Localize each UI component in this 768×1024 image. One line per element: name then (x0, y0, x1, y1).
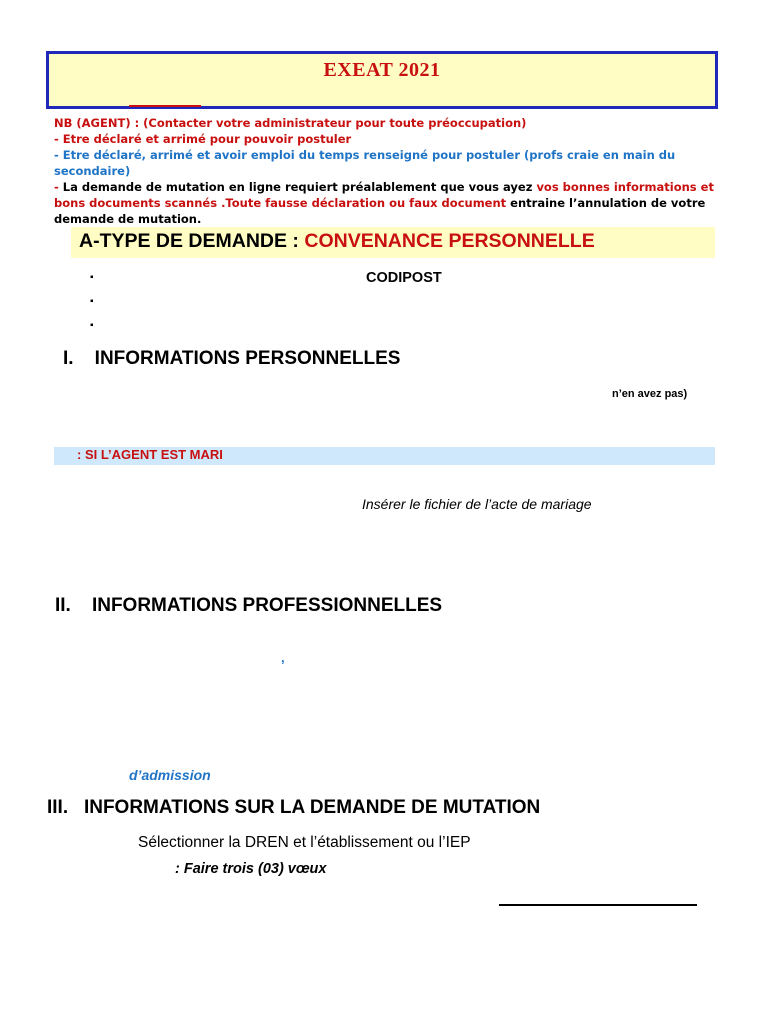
request-type-value: CONVENANCE PERSONNELLE (304, 230, 595, 252)
admission-label: d’admission (129, 767, 211, 783)
request-type-label: A-TYPE DE DEMANDE : (79, 230, 305, 252)
personal-note: n’en avez pas) (612, 388, 688, 400)
bullet-marker: ▪ (90, 320, 94, 331)
bullet-marker: ▪ (90, 296, 94, 307)
three-wishes-instruction: : Faire trois (03) vœux (175, 861, 327, 877)
notice-dash: - (54, 180, 63, 194)
request-type-heading (79, 230, 595, 253)
married-band-label: : SI L’AGENT EST MARI (77, 447, 223, 462)
notice-requirements-tail: entraine l’annulation de votre demande de mutation. (54, 196, 706, 226)
blue-comma: , (281, 650, 285, 665)
title-box (46, 51, 718, 109)
marriage-file-instruction: Insérer le fichier de l’acte de mariage (362, 496, 592, 512)
signature-line (499, 904, 697, 906)
notice-requirements-highlight: vos bonnes informations et bons documents scannés .Toute fausse déclaration ou faux document (54, 180, 714, 210)
bullet-marker: ▪ (90, 272, 94, 283)
request-type-band (71, 227, 715, 258)
codipost-label: CODIPOST (366, 270, 442, 286)
notice-line-schedule: - Etre déclaré, arrimé et avoir emploi du temps renseigné pour postuler (profs craie en main du secondaire) (54, 148, 676, 178)
page-title: EXEAT 2021 (323, 59, 441, 81)
select-dren-instruction: Sélectionner la DREN et l’établissement ou l’IEP (138, 834, 471, 851)
notice-line-requirements (54, 179, 714, 227)
notice-requirements-text: La demande de mutation en ligne requiert préalablement que vous ayez (62, 180, 537, 194)
notice-line-contact: NB (AGENT) : (Contacter votre administrateur pour toute préoccupation) (54, 116, 527, 130)
section-heading-mutation: III. INFORMATIONS SUR LA DEMANDE DE MUTATION (47, 797, 541, 818)
title-underline (129, 105, 201, 107)
section-heading-personal: I. INFORMATIONS PERSONNELLES (63, 348, 401, 369)
section-heading-professional: II. INFORMATIONS PROFESSIONNELLES (55, 595, 443, 616)
notice-block (54, 115, 714, 227)
married-band (54, 447, 715, 465)
notice-line-declared: - Etre déclaré et arrimé pour pouvoir postuler (54, 132, 352, 146)
